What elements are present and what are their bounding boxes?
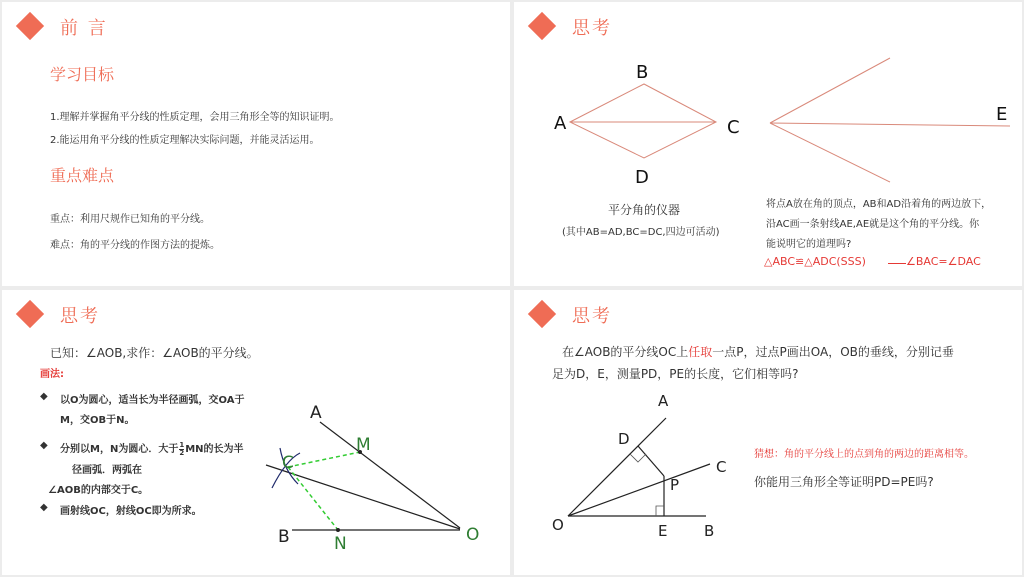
label-e: E xyxy=(996,104,1008,125)
proof-angles: ∠BAC=∠DAC xyxy=(906,255,981,268)
fraction-denominator: 2 xyxy=(179,448,185,457)
step-1-line-1: 以O为圆心，适当长为半径画弧，交OA于 xyxy=(60,395,245,406)
slide-think-bisector-property[interactable] xyxy=(514,290,1022,575)
label-c: C xyxy=(716,458,727,476)
method-label: 画法: xyxy=(40,369,64,380)
slide-title: 思考 xyxy=(572,18,612,39)
label-o: O xyxy=(552,516,564,534)
label-d: D xyxy=(635,167,649,188)
goals-heading: 学习目标 xyxy=(50,65,115,84)
desc-line-1: 将点A放在角的顶点，AB和AD沿着角的两边放下， xyxy=(766,199,992,210)
slide-think-instrument[interactable] xyxy=(514,2,1022,286)
label-a: A xyxy=(554,113,567,134)
desc-line-2: 沿AC画一条射线AE,AE就是这个角的平分线。你 xyxy=(766,219,980,230)
label-a: A xyxy=(310,403,322,423)
prove-question: 你能用三角形全等证明PD=PE吗? xyxy=(754,475,934,489)
fraction-numerator: 1 xyxy=(179,440,185,449)
bullet-icon: ◆ xyxy=(40,440,48,451)
step-2-line-1: 分别以M，N为圆心．大于 $\frac{1}{2}$ MN的长为半 xyxy=(60,440,244,457)
label-d: D xyxy=(618,430,630,448)
label-n: N xyxy=(334,534,347,554)
bullet-icon: ◆ xyxy=(40,502,48,513)
conjecture-text: 猜想：角的平分线上的点到角的两边的距离相等。 xyxy=(754,449,974,460)
label-a: A xyxy=(658,392,669,410)
label-m: M xyxy=(356,435,371,455)
label-e: E xyxy=(658,522,668,540)
goal-2: 2.能运用角平分线的性质定理解决实际问题，并能灵活运用。 xyxy=(50,135,320,146)
proof-congruence: △ABC≌△ADC(SSS) xyxy=(764,255,866,268)
slide-title: 前 言 xyxy=(60,18,108,39)
step-3: 画射线OC，射线OC即为所求。 xyxy=(60,506,202,517)
instrument-name: 平分角的仪器 xyxy=(608,203,681,217)
bullet-icon: ◆ xyxy=(40,391,48,402)
question-line-1: 在∠AOB的平分线OC上任取一点P，过点P画出OA，OB的垂线，分别记垂 xyxy=(562,345,954,359)
label-o: O xyxy=(466,525,480,545)
label-b: B xyxy=(636,62,649,83)
slide-think-construction[interactable] xyxy=(2,290,510,575)
difficult-point: 难点：角的平分线的作图方法的提炼。 xyxy=(50,240,220,251)
slide-preface[interactable] xyxy=(2,2,510,286)
label-c: C xyxy=(282,453,294,473)
slide-title: 思考 xyxy=(572,306,612,327)
bisector-diagram xyxy=(514,290,1022,575)
question-line-2: 足为D，E，测量PD，PE的长度，它们相等吗? xyxy=(552,367,799,381)
desc-line-3: 能说明它的道理吗? xyxy=(766,239,852,250)
given-text: 已知：∠AOB,求作：∠AOB的平分线。 xyxy=(50,346,259,360)
implies-line xyxy=(888,263,906,264)
goal-1: 1.理解并掌握角平分线的性质定理，会用三角形全等的知识证明。 xyxy=(50,112,340,123)
key-point: 重点：利用尺规作已知角的平分线。 xyxy=(50,214,210,225)
step-1-line-2: M，交OB于N。 xyxy=(60,415,135,426)
label-b: B xyxy=(704,522,715,540)
step-2-line-2: 径画弧．两弧在 xyxy=(72,465,142,476)
instrument-note: (其中AB=AD,BC=DC,四边可活动) xyxy=(562,227,720,238)
label-c: C xyxy=(727,117,740,138)
diamond-icon xyxy=(16,12,44,40)
slide-title: 思考 xyxy=(60,306,100,327)
label-p: P xyxy=(670,476,680,494)
step-2-line-3: ∠AOB的内部交于C。 xyxy=(48,485,149,496)
construction-diagram xyxy=(2,290,510,575)
key-heading: 重点难点 xyxy=(50,166,115,185)
label-b: B xyxy=(278,527,290,547)
